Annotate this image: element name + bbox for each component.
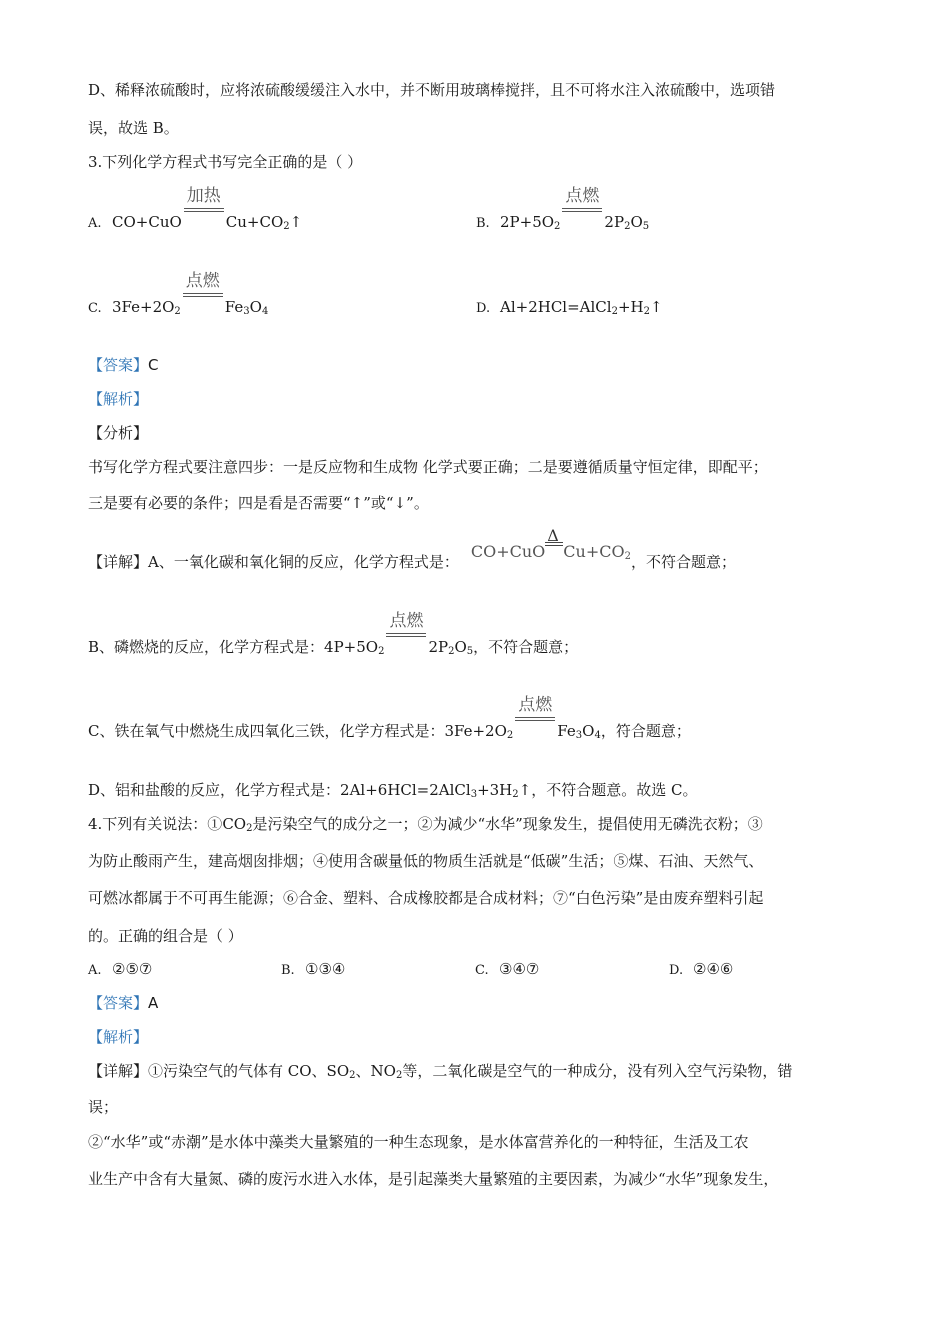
eq-products: Cu+CO <box>225 213 284 231</box>
q3-option-c: C. $3Fe+2O_2$ 点燃 $Fe_3O_4$ <box>88 271 269 317</box>
condition-arrow <box>183 271 223 317</box>
fenxi-tag: 【分析】 <box>88 424 149 442</box>
option-label: B. <box>476 216 490 231</box>
q3-option-b: B. $2P+5O_2$ 点燃 $2P_2O_5$ <box>476 186 650 232</box>
q4-option-b: B. ①③④ <box>281 959 345 981</box>
text-line: 可燃冰都属于不可再生能源；⑥合金、塑料、合成橡胶都是合成材料；⑦“白色污染”是由废弃塑料引起 <box>88 889 764 907</box>
question-4-stem: 4.下列有关说法：$①CO_2$是污染空气的成分之一；②为减少“水华”现象发生，提倡使用无磷洗衣粉；③ <box>88 815 763 834</box>
option-label: B. <box>281 963 295 978</box>
detail-c: C、铁在氧气中燃烧生成四氧化三铁，化学方程式是：$3Fe+2O_2$ 点燃 $Fe_3O_4$，符合题意； <box>88 695 691 741</box>
answer-line <box>88 355 159 375</box>
text-line: 业生产中含有大量氮、磷的废污水进入水体，是引起藻类大量繁殖的主要因素，为减少“水华”现象发生， <box>88 1170 779 1188</box>
text-line: 三是要有必要的条件；四是看是否需要“↑”或“↓”。 <box>88 494 429 512</box>
text-line: 为防止酸雨产生，建高烟囱排烟；④使用含碳量低的物质生活就是“低碳”生活；⑤煤、石油、天然气、 <box>88 852 764 870</box>
answer-value: C <box>148 356 159 374</box>
condition-text: 点燃 <box>185 271 220 291</box>
condition-text: 加热 <box>186 186 221 206</box>
condition-arrow <box>386 611 426 657</box>
detail-1: 【详解】①污染空气的气体有 CO、$SO_2$、$NO_2$等，二氧化碳是空气的一种成分，没有列入空气污染物，错 <box>88 1062 793 1081</box>
q4-option-a: A. ②⑤⑦ <box>88 959 152 981</box>
q4-option-d: D. ②④⑥ <box>669 959 733 981</box>
analysis-tag: 【解析】 <box>88 390 149 408</box>
option-label: A. <box>88 963 102 978</box>
condition-arrow <box>184 186 224 232</box>
answer-line <box>88 993 158 1013</box>
text-line: 误； <box>88 1098 119 1116</box>
text-line: 的。正确的组合是（ ） <box>88 927 243 945</box>
condition-text: 点燃 <box>389 611 424 631</box>
condition-arrow <box>562 186 602 232</box>
heat-condition: Δ <box>545 544 563 562</box>
option-label: D. <box>669 963 684 978</box>
detail-a: 【详解】A、一氧化碳和氧化铜的反应，化学方程式是：CO+CuO Δ $Cu+CO_2$，不符合题意； <box>88 525 736 571</box>
detail-tag: 【详解】 <box>88 1062 149 1080</box>
answer-tag: 【答案】 <box>88 356 149 374</box>
option-label: C. <box>475 963 489 978</box>
option-label: C. <box>88 301 102 316</box>
option-label: D. <box>476 301 491 316</box>
question-3-stem: 3.下列化学方程式书写完全正确的是（ ） <box>88 153 363 171</box>
condition-text: 点燃 <box>518 695 553 715</box>
detail-d: D、铝和盐酸的反应，化学方程式是：$2Al+6HCl=2AlCl_3+3H_2↑$，不符合题意。故选 C。 <box>88 781 698 800</box>
text-line: 书写化学方程式要注意四步：一是反应物和生成物 化学式要正确；二是要遵循质量守恒定律，即配平； <box>88 458 768 476</box>
text-line: ②“水华”或“赤潮”是水体中藻类大量繁殖的一种生态现象，是水体富营养化的一种特征，生活及工农 <box>88 1133 749 1151</box>
detail-tag: 【详解】 <box>88 553 149 571</box>
option-label: A. <box>88 216 102 231</box>
q3-option-d: D. $Al+2HCl=AlCl_2+H_2↑$ <box>476 298 663 317</box>
q4-option-c: C. ③④⑦ <box>475 959 539 981</box>
detail-b: B、磷燃烧的反应，化学方程式是：$4P+5O_2$ 点燃 $2P_2O_5$，不符合题意； <box>88 611 579 657</box>
answer-value: A <box>148 994 159 1012</box>
eq-reactants: CO+CuO <box>112 213 182 231</box>
condition-arrow <box>515 695 555 741</box>
text-line: D、稀释浓硫酸时，应将浓硫酸缓缓注入水中，并不断用玻璃棒搅拌，且不可将水注入浓硫酸中，选项错 <box>88 81 776 99</box>
text-line: 误，故选 B。 <box>88 119 179 137</box>
q3-option-a: A. CO+CuO 加热 $Cu+CO_2↑$ <box>88 186 303 232</box>
condition-text: 点燃 <box>565 186 600 206</box>
answer-tag: 【答案】 <box>88 994 149 1012</box>
analysis-tag: 【解析】 <box>88 1028 149 1046</box>
